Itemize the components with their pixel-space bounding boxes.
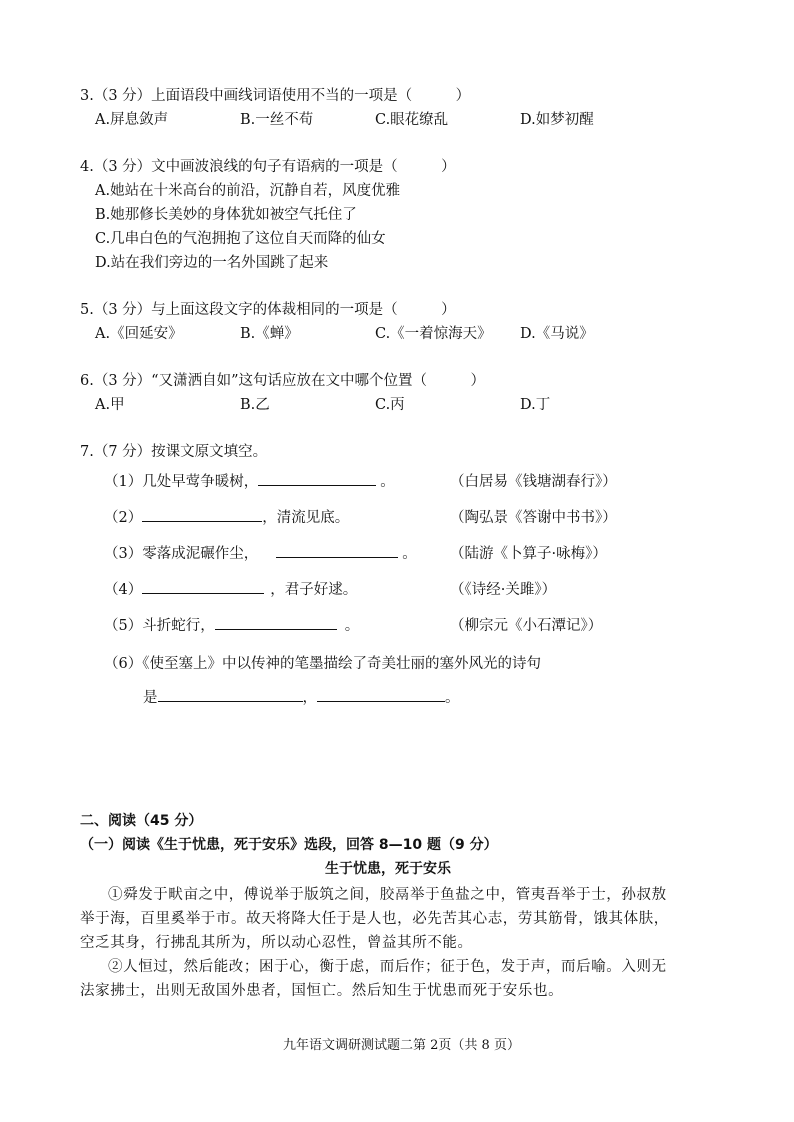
q6-option-a: A.甲: [95, 397, 125, 413]
fill-item-num: （5）: [104, 618, 143, 634]
fill-blank[interactable]: [158, 687, 303, 702]
fill-item-num: （2）: [104, 510, 143, 526]
q4-option-b: B.她那修长美妙的身体犹如被空气托住了: [95, 207, 357, 223]
q5-option-c: C.《一着惊海天》: [375, 326, 492, 342]
q6-stem: 6.（3 分）“又潇洒自如”这句话应放在文中哪个位置（ ）: [80, 373, 485, 389]
fill-blank[interactable]: [142, 507, 262, 522]
fill-item-6-prefix: 是: [143, 690, 158, 706]
fill-item-after: 。: [344, 618, 360, 634]
fill-item-6-mid: ，: [302, 690, 317, 706]
fill-item-3: [104, 542, 417, 563]
q5-stem: 5.（3 分）与上面这段文字的体裁相同的一项是（ ）: [80, 302, 456, 318]
q6-option-d: D.丁: [520, 397, 551, 413]
q3-option-d: D.如梦初醒: [520, 112, 594, 128]
fill-item-6-end: 。: [445, 690, 460, 706]
fill-item-num: （4）: [104, 582, 143, 598]
page-footer: 九年语文调研测试题二第 2页（共 8 页）: [283, 1038, 520, 1053]
q5-option-b: B.《蝉》: [240, 326, 299, 342]
subsection-heading: （一）阅读《生于忧患，死于安乐》选段，回答 8—10 题（9 分）: [80, 837, 498, 853]
section-heading: 二、阅读（45 分）: [80, 813, 203, 829]
passage-title: 生于忧患，死于安乐: [325, 861, 451, 877]
fill-item-source: （柳宗元《小石潭记》）: [450, 618, 603, 634]
q5-option-a: A.《回延安》: [95, 326, 183, 342]
fill-item-source: （陶弘景《答谢中书书》）: [450, 510, 617, 526]
passage-p2-line2: 法家拂士，出则无敌国外患者，国恒亡。然后知生于忧患而死于安乐也。: [80, 983, 564, 999]
fill-blank[interactable]: [258, 471, 376, 486]
q4-option-a: A.她站在十米高台的前沿，沉静自若，风度优雅: [95, 183, 401, 199]
q3-stem: 3.（3 分）上面语段中画线词语使用不当的一项是（ ）: [80, 88, 471, 104]
fill-blank[interactable]: [317, 687, 445, 702]
fill-item-before: 几处早莺争暖树，: [142, 474, 259, 490]
fill-blank[interactable]: [215, 615, 337, 630]
q6-option-b: B.乙: [240, 397, 270, 413]
fill-item-source: （《诗经·关雎》）: [450, 582, 557, 598]
fill-item-6-prompt: （6）《使至塞上》中以传神的笔墨描绘了奇美壮丽的塞外风光的诗句: [104, 656, 541, 672]
fill-item-before: 斗折蛇行，: [142, 618, 215, 634]
fill-item-after: ，清流见底。: [262, 510, 350, 526]
q4-option-d: D.站在我们旁边的一名外国跳了起来: [95, 255, 329, 271]
fill-item-after: 。: [402, 546, 417, 562]
fill-item-after: ，君子好逑。: [270, 582, 358, 598]
q4-option-c: C.几串白色的气泡拥抱了这位自天而降的仙女: [95, 231, 386, 247]
passage-p1-line1: ①舜发于畎亩之中，傅说举于版筑之间，胶鬲举于鱼盐之中，管夷吾举于士，孙叔敖: [108, 887, 667, 903]
fill-item-after: 。: [380, 474, 395, 490]
fill-item-source: （陆游《卜算子·咏梅》）: [450, 546, 607, 562]
fill-item-5: [104, 614, 359, 635]
fill-item-num: （1）: [104, 474, 143, 490]
fill-item-2: [104, 506, 349, 527]
q7-stem: 7.（7 分）按课文原文填空。: [80, 444, 268, 460]
fill-blank[interactable]: [276, 543, 398, 558]
fill-item-4: [104, 578, 357, 599]
q4-stem: 4.（3 分）文中画波浪线的句子有语病的一项是（ ）: [80, 159, 456, 175]
q3-option-b: B.一丝不苟: [240, 112, 314, 128]
q6-option-c: C.丙: [375, 397, 405, 413]
passage-p1-line3: 空乏其身，行拂乱其所为，所以动心忍性，曾益其所不能。: [80, 935, 473, 951]
fill-item-num: （3）: [104, 546, 143, 562]
passage-p1-line2: 举于海，百里奚举于市。故天将降大任于是人也，必先苦其心志，劳其筋骨，饿其体肤，: [80, 911, 669, 927]
q3-option-a: A.屏息敛声: [95, 112, 169, 128]
passage-p2-line1: ②人恒过，然后能改；困于心，衡于虑，而后作；征于色，发于声，而后喻。入则无: [108, 959, 667, 975]
fill-item-6-answer: [143, 686, 460, 707]
fill-blank[interactable]: [142, 579, 264, 594]
fill-item-source: （白居易《钱塘湖春行》）: [450, 474, 617, 490]
fill-item-before: 零落成泥碾作尘，: [142, 546, 259, 562]
fill-item-1: [104, 470, 395, 491]
q5-option-d: D.《马说》: [520, 326, 594, 342]
q3-option-c: C.眼花缭乱: [375, 112, 449, 128]
